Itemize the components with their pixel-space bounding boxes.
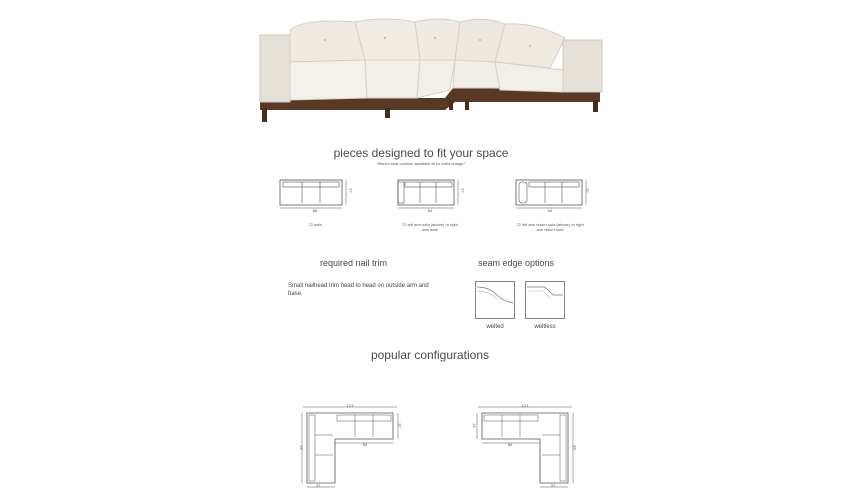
piece-3-depth: 37 xyxy=(585,188,591,193)
nail-trim-title: required nail trim xyxy=(320,258,388,268)
config-right-top: 121 xyxy=(521,403,529,408)
config-right-left: 37 xyxy=(471,423,477,428)
piece-1-caption: 72 sofa xyxy=(308,222,322,227)
piece-3-caption: 72 left arm return sofa (above) or right arm return sofa xyxy=(516,222,584,232)
config-right-bottom: 37 xyxy=(550,483,556,488)
welted-swatch xyxy=(475,281,515,321)
config-right-inner: 84 xyxy=(507,442,513,447)
piece-1-width: 88 xyxy=(312,208,318,213)
piece-2-width: 84 xyxy=(427,208,433,213)
config-right-side: 94 xyxy=(572,445,578,450)
config-left-top: 121 xyxy=(346,403,354,408)
nail-trim-text: Small nailhead trim head to head on outside arm and base. xyxy=(288,283,429,297)
piece-2-caption: 72 left arm sofa (above) or right arm sofa xyxy=(402,222,458,232)
config-left-inner: 84 xyxy=(362,442,368,447)
configs-title: popular configurations xyxy=(370,348,490,362)
piece-2-depth: 37 xyxy=(460,188,466,193)
sectional-sofa-image xyxy=(245,10,615,135)
pieces-note: *Bench seat cushion available at no extra charge* xyxy=(376,161,466,166)
piece-1-depth: 37 xyxy=(348,188,354,193)
config-left-bottom: 37 xyxy=(315,483,321,488)
weltless-label: weltless xyxy=(534,324,556,330)
seam-title: seam edge options xyxy=(478,258,555,268)
weltless-swatch xyxy=(525,281,565,321)
pieces-title: pieces designed to fit your space xyxy=(333,146,509,160)
welted-label: welted xyxy=(486,324,504,330)
config-left-side: 94 xyxy=(298,445,304,450)
config-right-diagram xyxy=(470,403,580,500)
piece-3-width: 94 xyxy=(547,208,553,213)
config-left-right: 37 xyxy=(397,423,403,428)
